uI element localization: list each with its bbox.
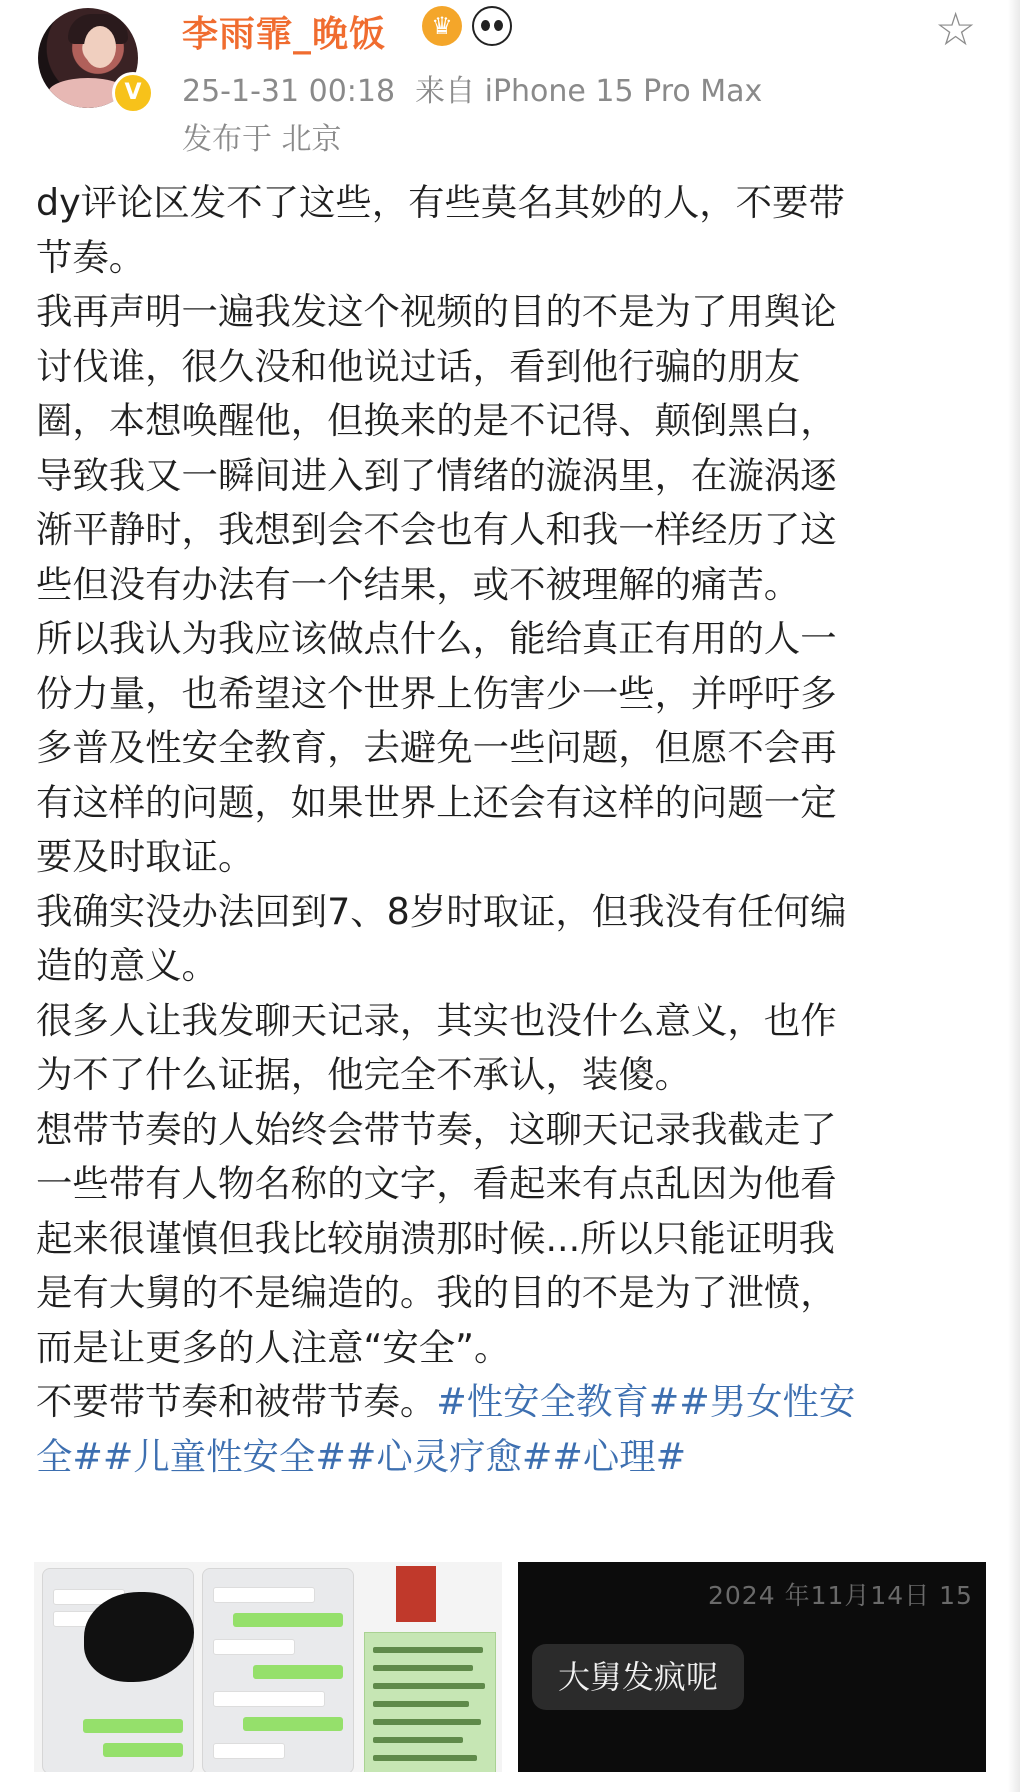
- hashtag-sex-safety-education[interactable]: #性安全教育#: [436, 1380, 680, 1423]
- chat-bubble: [213, 1691, 325, 1707]
- post-body: [36, 176, 986, 1484]
- note-text-line: [373, 1719, 481, 1725]
- chat-bubble: [213, 1587, 315, 1603]
- username[interactable]: 李雨霏_晚饭: [182, 14, 387, 55]
- post-line: 是有大舅的不是编造的。我的目的不是为了泄愤，: [36, 1271, 837, 1314]
- star-icon[interactable]: ☆: [935, 2, 977, 56]
- verified-v-icon: V: [112, 72, 154, 114]
- post-line: 节奏。: [36, 235, 146, 279]
- hashtag-gender-sex-safety-part2[interactable]: 全#: [36, 1434, 103, 1478]
- post-line: 为不了什么证据，他完全不承认，装傻。: [36, 1053, 692, 1096]
- note-text-line: [373, 1737, 463, 1743]
- post-line: 些但没有办法有一个结果，或不被理解的痛苦。: [36, 562, 801, 606]
- post-timestamp: 25-1-31 00:18: [182, 74, 396, 109]
- post-location: 发布于 北京: [182, 122, 342, 157]
- chat-bubble: [213, 1639, 295, 1655]
- post-images: [34, 1562, 986, 1772]
- note-text-line: [373, 1665, 473, 1671]
- note-text-line: [373, 1683, 485, 1689]
- post-line: 所以我认为我应该做点什么，能给真正有用的人一: [36, 617, 837, 660]
- post-line: 起来很谨慎但我比较崩溃那时候...所以只能证明我: [36, 1216, 835, 1260]
- chat-bubble: [213, 1743, 285, 1759]
- chat-screenshot-image[interactable]: [34, 1562, 502, 1772]
- post-line: 要及时取证。: [36, 835, 255, 878]
- post-line: 而是让更多的人注意“安全”。: [36, 1325, 511, 1369]
- note-card: [364, 1632, 496, 1772]
- chat-bubble: [243, 1717, 343, 1731]
- post-line: 我确实没办法回到7、8岁时取证，但我没有任何编: [36, 889, 847, 933]
- post-line-tags-2: [36, 1430, 986, 1485]
- crown-icon[interactable]: ♛: [422, 6, 462, 46]
- video-caption: 大舅发疯呢: [532, 1644, 744, 1710]
- post-line-tags-1: [36, 1375, 986, 1430]
- video-thumbnail-image[interactable]: [518, 1562, 986, 1772]
- user-badges: [422, 6, 512, 46]
- hashtag-healing[interactable]: #心灵疗愈#: [345, 1434, 553, 1478]
- hashtag-gender-sex-safety-part1[interactable]: #男女性安: [679, 1380, 856, 1423]
- post-line: 很多人让我发聊天记录，其实也没什么意义，也作: [36, 998, 837, 1042]
- note-text-line: [373, 1701, 469, 1707]
- post-line: 有这样的问题，如果世界上还会有这样的问题一定: [36, 780, 837, 824]
- hashtag-child-sex-safety[interactable]: #儿童性安全#: [102, 1434, 346, 1478]
- post-header: [0, 0, 1020, 160]
- post-line: 造的意义。: [36, 944, 218, 987]
- panda-icon[interactable]: [472, 6, 512, 46]
- chat-bubble: [233, 1613, 343, 1627]
- post-line: 多普及性安全教育，去避免一些问题，但愿不会再: [36, 726, 837, 769]
- hashtag-psychology[interactable]: #心理#: [552, 1434, 687, 1478]
- page-edge-shadow: [1008, 0, 1020, 1792]
- post-line: 圈，本想唤醒他，但换来的是不记得、颠倒黑白，: [36, 399, 837, 442]
- chat-bubble: [253, 1665, 343, 1679]
- post-source[interactable]: 来自 iPhone 15 Pro Max: [415, 74, 763, 109]
- post-line: 导致我又一瞬间进入到了情绪的漩涡里，在漩涡逐: [36, 453, 837, 497]
- post-line: dy评论区发不了这些，有些莫名其妙的人，不要带: [36, 181, 845, 224]
- chat-bubble: [83, 1719, 183, 1733]
- note-text-line: [373, 1755, 477, 1761]
- post-line: 渐平静时，我想到会不会也有人和我一样经历了这: [36, 508, 837, 551]
- avatar-face: [84, 26, 116, 68]
- chat-phone-2: [202, 1568, 354, 1772]
- post-line: 一些带有人物名称的文字，看起来有点乱因为他看: [36, 1162, 837, 1205]
- note-text-line: [373, 1647, 483, 1653]
- red-envelope-icon: [396, 1566, 436, 1622]
- video-date-stamp: 2024 年11月14日 15: [708, 1581, 973, 1610]
- post-line: 想带节奏的人始终会带节奏，这聊天记录我截走了: [36, 1107, 837, 1151]
- post-line: 份力量，也希望这个世界上伤害少一些，并呼吁多: [36, 671, 837, 715]
- chat-bubble: [103, 1743, 183, 1757]
- post-line: 讨伐谁，很久没和他说过话，看到他行骗的朋友: [36, 344, 801, 388]
- post-line: 我再声明一遍我发这个视频的目的不是为了用舆论: [36, 290, 837, 333]
- post-text-plain: 不要带节奏和被带节奏。: [36, 1380, 437, 1423]
- post-meta: [182, 66, 762, 110]
